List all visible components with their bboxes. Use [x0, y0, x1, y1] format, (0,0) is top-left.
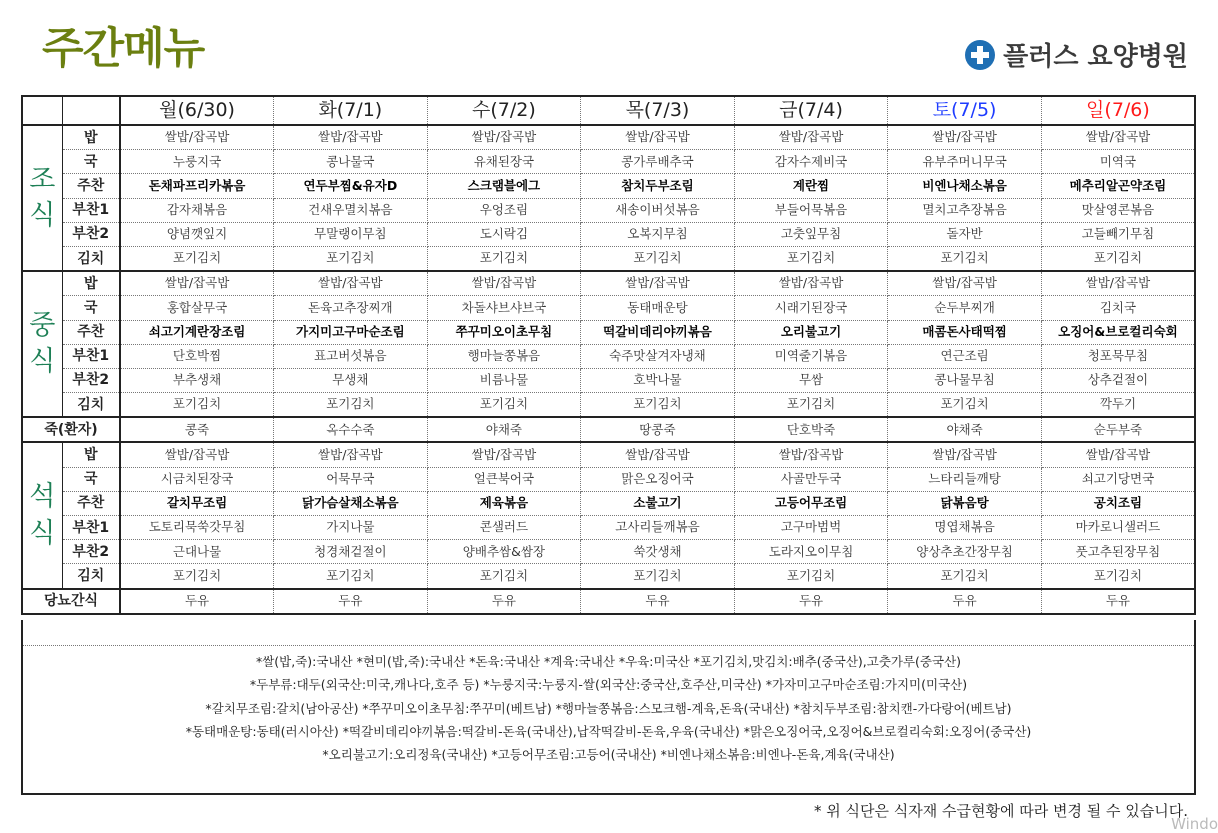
category-label: 김치	[62, 393, 120, 418]
menu-item: 단호박죽	[734, 417, 888, 442]
menu-item: 야채죽	[888, 417, 1042, 442]
menu-item: 콩나물국	[274, 150, 428, 174]
menu-item: 근대나물	[120, 540, 274, 564]
menu-row	[22, 174, 1195, 198]
menu-item: 얼큰북어국	[427, 467, 581, 491]
menu-item: 쌀밥/잡곡밥	[888, 271, 1042, 296]
menu-row	[22, 491, 1195, 515]
menu-item: 두유	[1041, 589, 1195, 614]
menu-item: 쌀밥/잡곡밥	[274, 271, 428, 296]
category-label: 부찬1	[62, 344, 120, 368]
menu-item: 땅콩죽	[581, 417, 735, 442]
category-label: 밥	[62, 271, 120, 296]
plus-cross-icon	[965, 40, 995, 70]
menu-item: 두유	[888, 589, 1042, 614]
menu-item: 쌀밥/잡곡밥	[427, 442, 581, 467]
menu-item: 홍합살무국	[120, 296, 274, 320]
menu-item: 콩나물무침	[888, 368, 1042, 392]
menu-item: 비엔나채소볶음	[888, 174, 1042, 198]
menu-item: 순두부찌개	[888, 296, 1042, 320]
menu-item: 포기김치	[427, 564, 581, 589]
menu-item: 고사리들깨볶음	[581, 516, 735, 540]
menu-item: 공치조림	[1041, 491, 1195, 515]
menu-item: 풋고추된장무침	[1041, 540, 1195, 564]
category-label: 국	[62, 150, 120, 174]
menu-item: 멸치고추장볶음	[888, 198, 1042, 222]
menu-row	[22, 417, 1195, 442]
menu-item: 고들빼기무침	[1041, 222, 1195, 246]
menu-item: 부들어묵볶음	[734, 198, 888, 222]
menu-item: 돈육고추장찌개	[274, 296, 428, 320]
menu-item: 계란찜	[734, 174, 888, 198]
menu-item: 포기김치	[1041, 564, 1195, 589]
menu-item: 포기김치	[120, 564, 274, 589]
menu-item: 쌀밥/잡곡밥	[581, 442, 735, 467]
menu-item: 쌀밥/잡곡밥	[274, 442, 428, 467]
menu-item: 포기김치	[1041, 246, 1195, 271]
category-label: 주찬	[62, 174, 120, 198]
menu-item: 쭈꾸미오이초무침	[427, 320, 581, 344]
menu-item: 포기김치	[581, 246, 735, 271]
weekly-menu-table	[21, 95, 1196, 615]
category-label: 당뇨간식	[22, 589, 120, 614]
menu-item: 표고버섯볶음	[274, 344, 428, 368]
menu-item: 사골만두국	[734, 467, 888, 491]
category-label: 부찬1	[62, 198, 120, 222]
menu-item: 호박나물	[581, 368, 735, 392]
menu-item: 닭가슴살채소볶음	[274, 491, 428, 515]
menu-item: 닭볶음탕	[888, 491, 1042, 515]
menu-item: 두유	[581, 589, 735, 614]
category-label: 부찬2	[62, 540, 120, 564]
menu-item: 쌀밥/잡곡밥	[427, 125, 581, 150]
menu-item: 깍두기	[1041, 393, 1195, 418]
menu-row	[22, 296, 1195, 320]
menu-item: 포기김치	[888, 564, 1042, 589]
origin-note-line: *쌀(밥,죽):국내산 *현미(밥,죽):국내산 *돈육:국내산 *계육:국내산 *우육:미국산 *포기김치,맛김치:배추(중국산),고춧가루(중국산)	[255, 654, 962, 669]
menu-item: 청경채겉절이	[274, 540, 428, 564]
menu-item: 쌀밥/잡곡밥	[734, 442, 888, 467]
menu-row	[22, 222, 1195, 246]
menu-item: 포기김치	[888, 393, 1042, 418]
menu-item: 감자채볶음	[120, 198, 274, 222]
category-label: 밥	[62, 125, 120, 150]
menu-item: 고춧잎무침	[734, 222, 888, 246]
activation-watermark: Windo	[1171, 815, 1218, 833]
menu-item: 쌀밥/잡곡밥	[120, 271, 274, 296]
menu-item: 콩가루배추국	[581, 150, 735, 174]
origin-notes	[21, 620, 1196, 795]
menu-item: 제육볶음	[427, 491, 581, 515]
menu-item: 포기김치	[274, 393, 428, 418]
menu-item: 포기김치	[734, 393, 888, 418]
menu-row	[22, 516, 1195, 540]
day-header-row	[22, 96, 1195, 125]
menu-item: 쌀밥/잡곡밥	[1041, 442, 1195, 467]
category-label: 부찬1	[62, 516, 120, 540]
corner-cell	[22, 96, 62, 125]
menu-item: 소불고기	[581, 491, 735, 515]
menu-item: 포기김치	[581, 393, 735, 418]
day-header: 수(7/2)	[427, 96, 581, 125]
menu-item: 돌자반	[888, 222, 1042, 246]
menu-item: 유채된장국	[427, 150, 581, 174]
menu-item: 쌀밥/잡곡밥	[734, 271, 888, 296]
menu-item: 연두부찜&유자D	[274, 174, 428, 198]
menu-item: 미역줄기볶음	[734, 344, 888, 368]
menu-item: 상추겉절이	[1041, 368, 1195, 392]
menu-item: 양배추쌈&쌈장	[427, 540, 581, 564]
footer-notice: * 위 식단은 식자재 수급현황에 따라 변경 될 수 있습니다.	[814, 802, 1188, 820]
menu-item: 쇠고기당면국	[1041, 467, 1195, 491]
menu-item: 포기김치	[274, 246, 428, 271]
menu-item: 갈치무조림	[120, 491, 274, 515]
menu-row	[22, 246, 1195, 271]
menu-item: 청포묵무침	[1041, 344, 1195, 368]
menu-item: 야채죽	[427, 417, 581, 442]
menu-item: 쌀밥/잡곡밥	[734, 125, 888, 150]
menu-item: 동태매운탕	[581, 296, 735, 320]
menu-row	[22, 271, 1195, 296]
menu-row	[22, 393, 1195, 418]
menu-item: 포기김치	[888, 246, 1042, 271]
menu-item: 감자수제비국	[734, 150, 888, 174]
category-label: 주찬	[62, 491, 120, 515]
menu-item: 도시락김	[427, 222, 581, 246]
menu-item: 오징어&브로컬리숙회	[1041, 320, 1195, 344]
menu-item: 두유	[734, 589, 888, 614]
page-title: 주간메뉴	[42, 24, 205, 74]
menu-item: 도토리묵쑥갓무침	[120, 516, 274, 540]
menu-item: 무말랭이무침	[274, 222, 428, 246]
menu-item: 두유	[120, 589, 274, 614]
menu-row	[22, 150, 1195, 174]
category-label: 죽(환자)	[22, 417, 120, 442]
menu-row	[22, 589, 1195, 614]
menu-item: 오리불고기	[734, 320, 888, 344]
category-label: 부찬2	[62, 368, 120, 392]
menu-item: 포기김치	[274, 564, 428, 589]
menu-item: 옥수수죽	[274, 417, 428, 442]
day-header: 금(7/4)	[734, 96, 888, 125]
day-header-sunday: 일(7/6)	[1041, 96, 1195, 125]
menu-item: 시금치된장국	[120, 467, 274, 491]
menu-item: 쌀밥/잡곡밥	[1041, 271, 1195, 296]
menu-item: 떡갈비데리야끼볶음	[581, 320, 735, 344]
menu-row	[22, 198, 1195, 222]
category-label: 주찬	[62, 320, 120, 344]
menu-item: 행마늘쫑볶음	[427, 344, 581, 368]
hospital-name: 플러스 요양병원	[1003, 42, 1188, 72]
corner-cell	[62, 96, 120, 125]
menu-item: 새송이버섯볶음	[581, 198, 735, 222]
menu-row	[22, 125, 1195, 150]
menu-row	[22, 564, 1195, 589]
menu-item: 마카로니샐러드	[1041, 516, 1195, 540]
menu-item: 유부주머니무국	[888, 150, 1042, 174]
menu-item: 고구마범벅	[734, 516, 888, 540]
menu-item: 양념깻잎지	[120, 222, 274, 246]
menu-item: 시래기된장국	[734, 296, 888, 320]
menu-item: 쌀밥/잡곡밥	[581, 271, 735, 296]
menu-row	[22, 368, 1195, 392]
category-label: 김치	[62, 246, 120, 271]
menu-item: 포기김치	[120, 393, 274, 418]
menu-item: 연근조림	[888, 344, 1042, 368]
menu-item: 콘샐러드	[427, 516, 581, 540]
menu-item: 참치두부조림	[581, 174, 735, 198]
meal-label: 조 식	[22, 125, 62, 271]
category-label: 부찬2	[62, 222, 120, 246]
menu-item: 맛살영콘볶음	[1041, 198, 1195, 222]
day-header: 월(6/30)	[120, 96, 274, 125]
menu-item: 가지미고구마순조림	[274, 320, 428, 344]
menu-item: 포기김치	[427, 246, 581, 271]
menu-item: 순두부죽	[1041, 417, 1195, 442]
menu-item: 비름나물	[427, 368, 581, 392]
meal-label: 석 식	[22, 442, 62, 588]
menu-item: 무생채	[274, 368, 428, 392]
origin-note-line: *오리불고기:오리정육(국내산) *고등어무조림:고등어(국내산) *비엔나채소볶음:비엔나-돈육,계육(국내산)	[322, 747, 895, 763]
category-label: 국	[62, 296, 120, 320]
hospital-logo	[965, 36, 1188, 73]
menu-item: 매콤돈사태떡찜	[888, 320, 1042, 344]
menu-item: 쌀밥/잡곡밥	[581, 125, 735, 150]
menu-item: 맑은오징어국	[581, 467, 735, 491]
menu-item: 김치국	[1041, 296, 1195, 320]
menu-row	[22, 344, 1195, 368]
origin-note-line: *갈치무조림:갈치(남아공산) *쭈꾸미오이초무침:쭈꾸미(베트남) *행마늘쫑볶음:스모크햄-계육,돈육(국내산) *참치두부조림:참치캔-가다랑어(베트남)	[205, 700, 1012, 716]
menu-item: 우엉조림	[427, 198, 581, 222]
menu-item: 포기김치	[734, 246, 888, 271]
menu-item: 포기김치	[427, 393, 581, 418]
menu-item: 양상추초간장무침	[888, 540, 1042, 564]
day-header: 목(7/3)	[581, 96, 735, 125]
menu-item: 포기김치	[734, 564, 888, 589]
menu-item: 포기김치	[120, 246, 274, 271]
menu-row	[22, 320, 1195, 344]
menu-item: 누룽지국	[120, 150, 274, 174]
menu-item: 쑥갓생채	[581, 540, 735, 564]
menu-item: 느타리들깨탕	[888, 467, 1042, 491]
menu-item: 오복지무침	[581, 222, 735, 246]
menu-item: 콩죽	[120, 417, 274, 442]
menu-item: 건새우멸치볶음	[274, 198, 428, 222]
menu-item: 쌀밥/잡곡밥	[888, 125, 1042, 150]
menu-item: 두유	[427, 589, 581, 614]
day-header: 화(7/1)	[274, 96, 428, 125]
menu-item: 어묵무국	[274, 467, 428, 491]
menu-item: 무쌈	[734, 368, 888, 392]
menu-item: 차돌샤브샤브국	[427, 296, 581, 320]
day-header-saturday: 토(7/5)	[888, 96, 1042, 125]
category-label: 국	[62, 467, 120, 491]
menu-item: 쌀밥/잡곡밥	[120, 125, 274, 150]
menu-item: 쌀밥/잡곡밥	[120, 442, 274, 467]
menu-item: 메추리알곤약조림	[1041, 174, 1195, 198]
menu-item: 쌀밥/잡곡밥	[274, 125, 428, 150]
meal-label: 중 식	[22, 271, 62, 417]
menu-item: 명엽채볶음	[888, 516, 1042, 540]
menu-item: 쇠고기계란장조림	[120, 320, 274, 344]
menu-row	[22, 540, 1195, 564]
menu-item: 도라지오이무침	[734, 540, 888, 564]
menu-row	[22, 442, 1195, 467]
menu-item: 포기김치	[581, 564, 735, 589]
menu-item: 돈채파프리카볶음	[120, 174, 274, 198]
menu-item: 고등어무조림	[734, 491, 888, 515]
category-label: 김치	[62, 564, 120, 589]
menu-item: 미역국	[1041, 150, 1195, 174]
category-label: 밥	[62, 442, 120, 467]
origin-note-line: *두부류:대두(외국산:미국,캐나다,호주 등) *누룽지국:누룽지-쌀(외국산:중국산,호주산,미국산) *가자미고구마순조림:가지미(미국산)	[249, 677, 968, 693]
notes-divider	[23, 645, 1194, 646]
menu-item: 단호박찜	[120, 344, 274, 368]
menu-item: 두유	[274, 589, 428, 614]
menu-item: 쌀밥/잡곡밥	[1041, 125, 1195, 150]
origin-note-line: *동태매운탕:동태(러시아산) *떡갈비데리야끼볶음:떡갈비-돈육(국내산),납작떡갈비-돈육,우육(국내산) *맑은오징어국,오징어&브로컬리숙회:오징어(중국산)	[185, 723, 1032, 739]
menu-item: 스크램블에그	[427, 174, 581, 198]
menu-item: 쌀밥/잡곡밥	[427, 271, 581, 296]
menu-item: 숙주맛살겨자냉채	[581, 344, 735, 368]
menu-item: 쌀밥/잡곡밥	[888, 442, 1042, 467]
menu-item: 가지나물	[274, 516, 428, 540]
menu-item: 부추생채	[120, 368, 274, 392]
menu-row	[22, 467, 1195, 491]
